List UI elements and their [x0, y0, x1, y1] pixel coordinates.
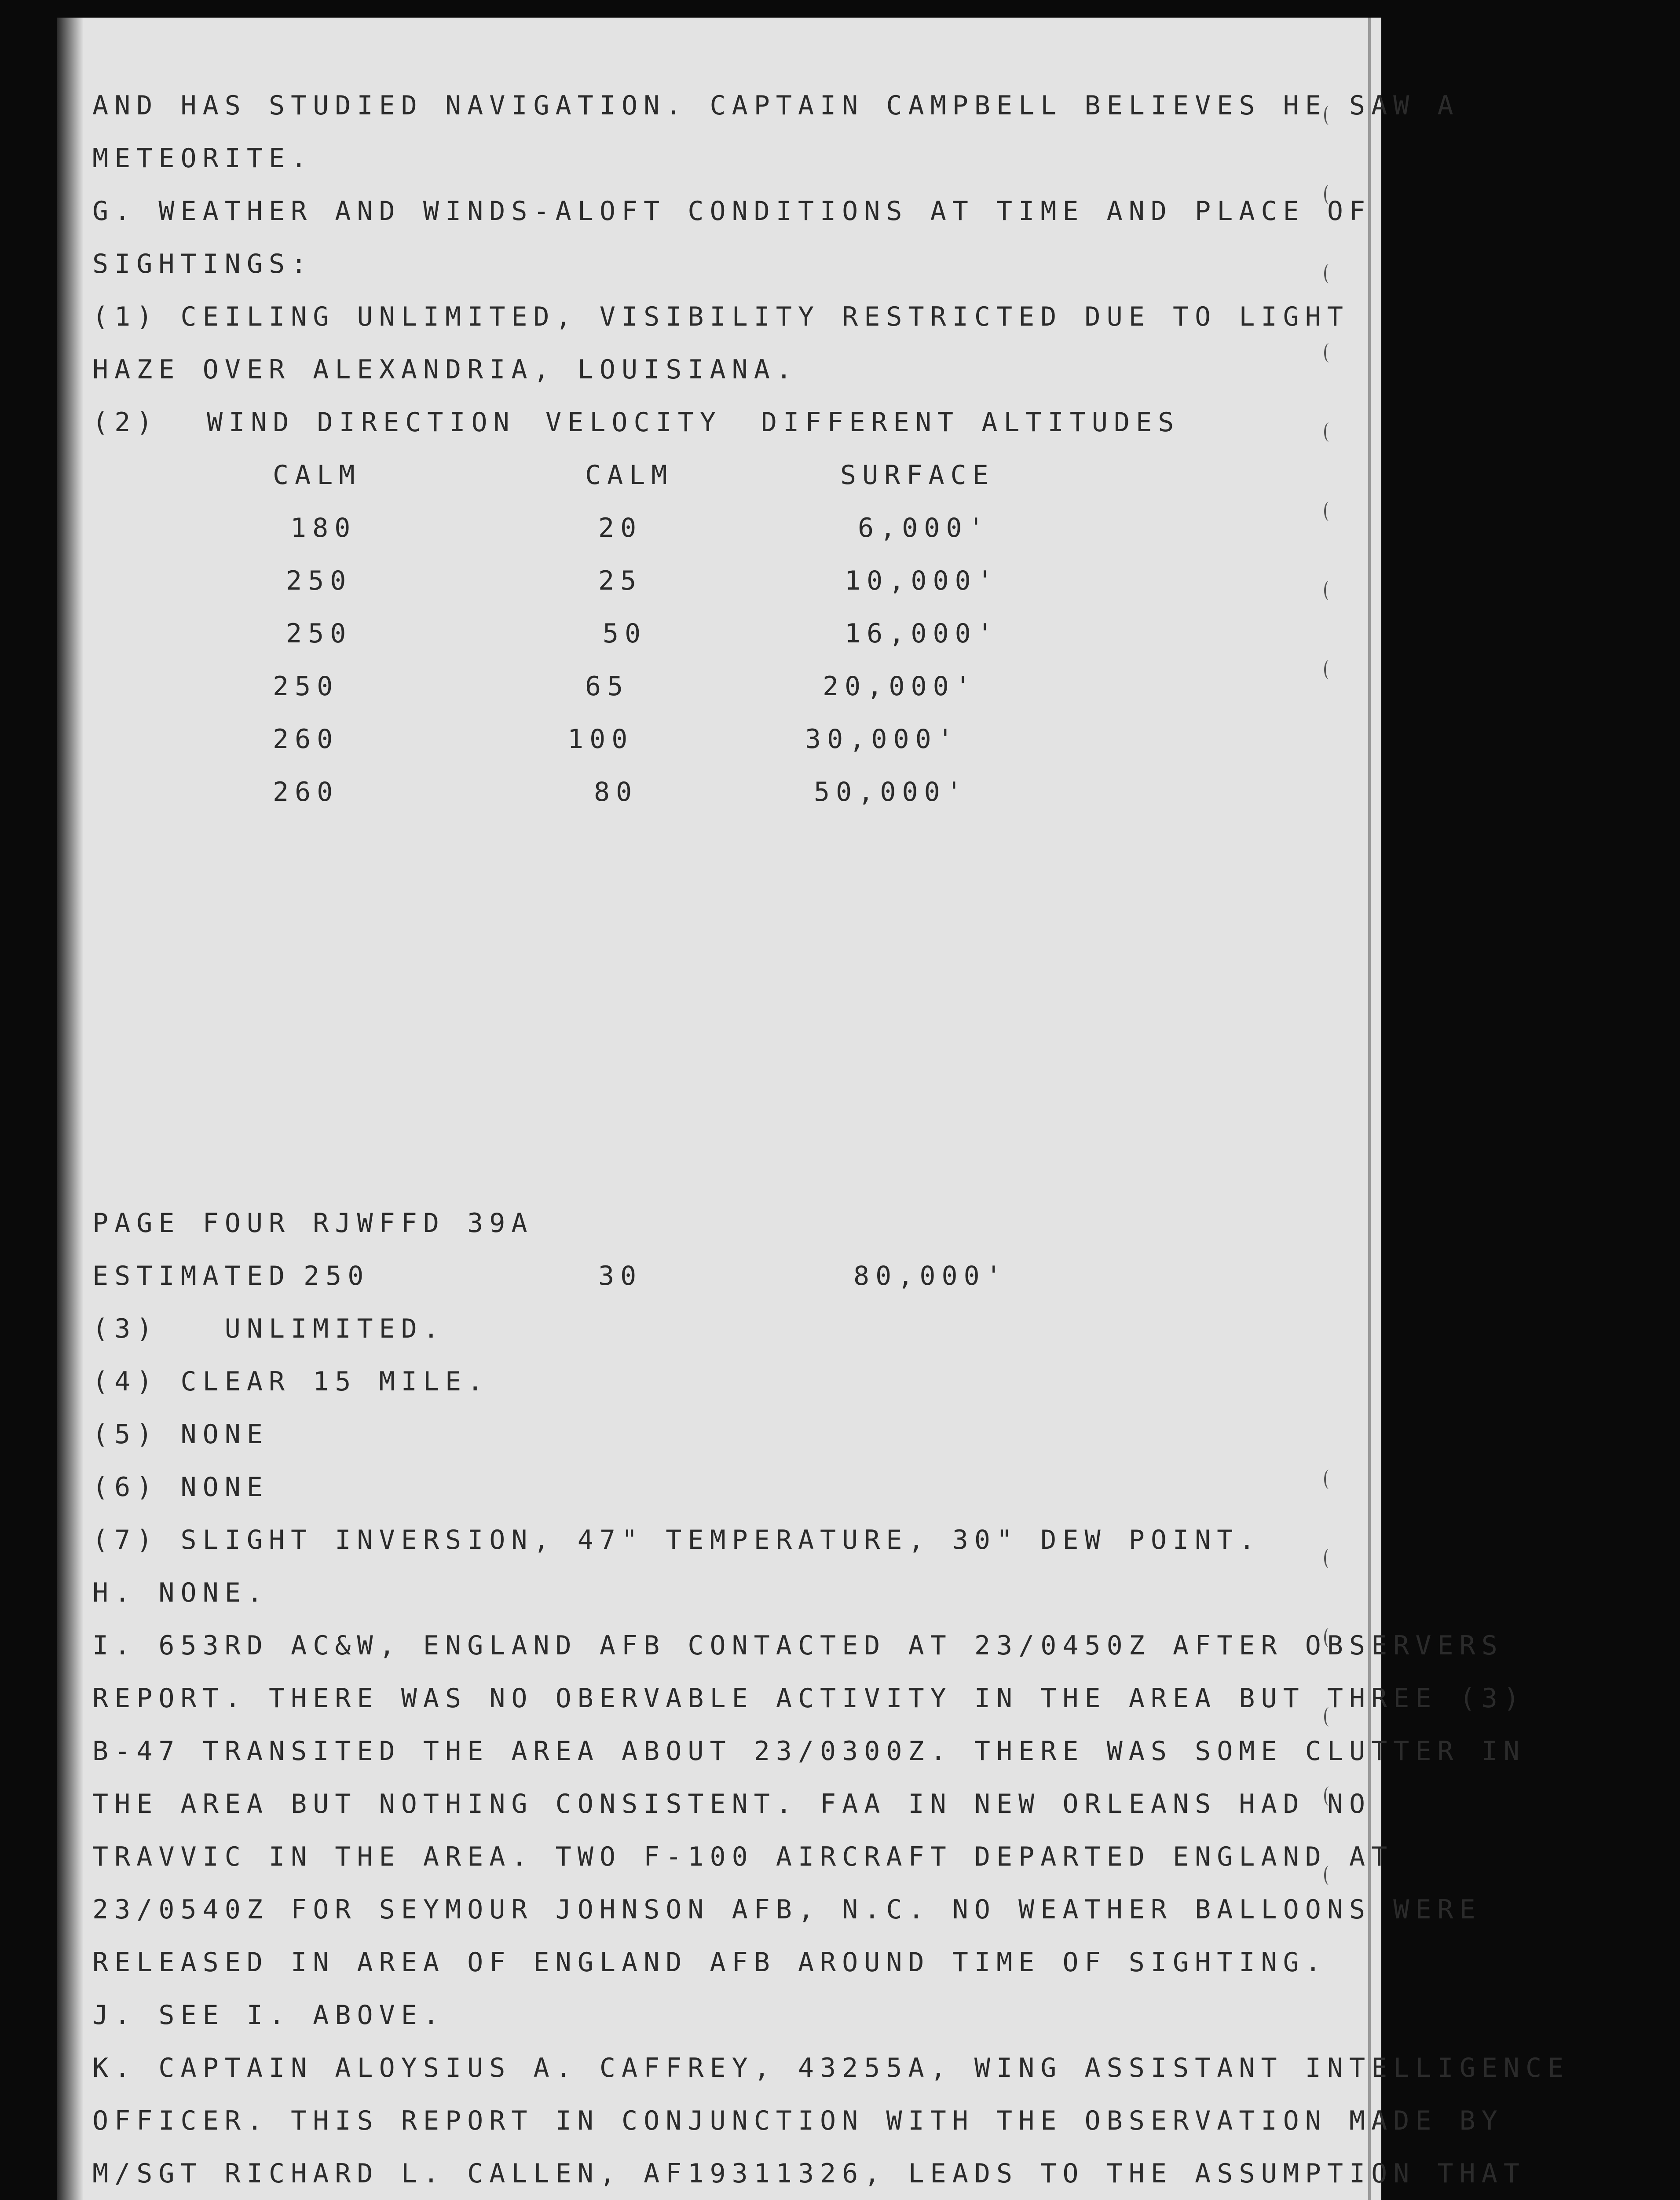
table-cell: 10,000' [845, 565, 999, 596]
perforation-mark [1324, 660, 1334, 679]
table-cell: 50,000' [814, 777, 968, 807]
perforation-mark [1324, 264, 1334, 283]
text-line: B-47 TRANSITED THE AREA ABOUT 23/0300Z. THERE WAS SOME CLUTTER IN [92, 1736, 1526, 1767]
perforation-mark [1324, 581, 1334, 600]
text-line: THE AREA BUT NOTHING CONSISTENT. FAA IN NEW ORLEANS HAD NO [92, 1789, 1372, 1819]
table-cell: 20,000' [823, 671, 977, 702]
perforation-mark [1324, 1470, 1334, 1489]
perforation-mark [1324, 343, 1334, 363]
table-cell: 25 [598, 565, 643, 596]
text-line: HAZE OVER ALEXANDRIA, LOUISIANA. [92, 354, 798, 385]
table-cell: 65 [585, 671, 630, 702]
text-line: SIGHTINGS: [92, 249, 313, 279]
text-line: I. 653RD AC&W, ENGLAND AFB CONTACTED AT 23/0450Z AFTER OBSERVERS [92, 1630, 1504, 1661]
text-line: G. WEATHER AND WINDS-ALOFT CONDITIONS AT TIME AND PLACE OF [92, 196, 1372, 227]
text-line: M/SGT RICHARD L. CALLEN, AF19311326, LEADS TO THE ASSUMPTION THAT [92, 2158, 1526, 2189]
text-line: K. CAPTAIN ALOYSIUS A. CAFFREY, 43255A, WING ASSISTANT INTELLIGENCE [92, 2053, 1570, 2083]
text-line: AND HAS STUDIED NAVIGATION. CAPTAIN CAMPBELL BELIEVES HE SAW A [92, 90, 1460, 121]
table-cell: 100 [567, 724, 634, 755]
text-line: (3) UNLIMITED. [92, 1313, 445, 1344]
table-cell: 30 [598, 1261, 643, 1291]
perforation-mark [1324, 106, 1334, 125]
table-cell: SURFACE [840, 460, 995, 491]
table-cell: 250 [286, 618, 352, 649]
text-line: H. NONE. [92, 1577, 269, 1608]
perforation-mark [1324, 1866, 1334, 1885]
table-cell: 6,000' [858, 513, 990, 543]
column-header: VELOCITY [545, 407, 722, 438]
text-line: (5) NONE [92, 1419, 269, 1450]
table-cell: 20 [598, 513, 643, 543]
table-cell: ESTIMATED [92, 1261, 291, 1291]
perforation-mark [1324, 1628, 1334, 1647]
perforation-mark [1324, 1786, 1334, 1806]
page-header: PAGE FOUR RJWFFD 39A [92, 1208, 534, 1239]
page-edge-shadow [57, 18, 84, 2200]
text-line: (6) NONE [92, 1472, 269, 1503]
table-cell: 250 [286, 565, 352, 596]
table-cell: 80 [594, 777, 638, 807]
table-cell: CALM [585, 460, 673, 491]
text-line: TRAVVIC IN THE AREA. TWO F-100 AIRCRAFT DEPARTED ENGLAND AT [92, 1841, 1394, 1872]
perforation-mark [1324, 502, 1334, 521]
table-cell: 80,000' [853, 1261, 1008, 1291]
table-cell: 260 [273, 777, 339, 807]
table-cell: 250 [304, 1261, 370, 1291]
column-header: WIND DIRECTION [207, 407, 516, 438]
document-page [57, 18, 1570, 2200]
perforation-mark [1324, 1549, 1334, 1568]
table-cell: 30,000' [805, 724, 959, 755]
table-cell: 260 [273, 724, 339, 755]
text-line: OFFICER. THIS REPORT IN CONJUNCTION WITH THE OBSERVATION MADE BY [92, 2105, 1504, 2136]
table-cell: CALM [273, 460, 361, 491]
table-cell: 180 [290, 513, 357, 543]
table-cell: 250 [273, 671, 339, 702]
text-line: REPORT. THERE WAS NO OBERVABLE ACTIVITY IN THE AREA BUT THREE (3) [92, 1683, 1526, 1714]
text-line: (4) CLEAR 15 MILE. [92, 1366, 490, 1397]
perforation-mark [1324, 422, 1334, 442]
text-line: (1) CEILING UNLIMITED, VISIBILITY RESTRICTED DUE TO LIGHT [92, 301, 1350, 332]
table-cell: 50 [603, 618, 647, 649]
column-header: DIFFERENT ALTITUDES [761, 407, 1180, 438]
table-cell: 16,000' [845, 618, 999, 649]
text-line: METEORITE. [92, 143, 313, 174]
text-line: RELEASED IN AREA OF ENGLAND AFB AROUND TIME OF SIGHTING. [92, 1947, 1327, 1978]
text-line: (7) SLIGHT INVERSION, 47" TEMPERATURE, 30" DEW POINT. [92, 1525, 1261, 1555]
perforation-mark [1324, 185, 1334, 204]
perforation-mark [1324, 1707, 1334, 1727]
table-label: (2) [92, 407, 159, 438]
text-line: J. SEE I. ABOVE. [92, 2000, 445, 2031]
text-line: 23/0540Z FOR SEYMOUR JOHNSON AFB, N.C. NO WEATHER BALLOONS WERE [92, 1894, 1482, 1925]
